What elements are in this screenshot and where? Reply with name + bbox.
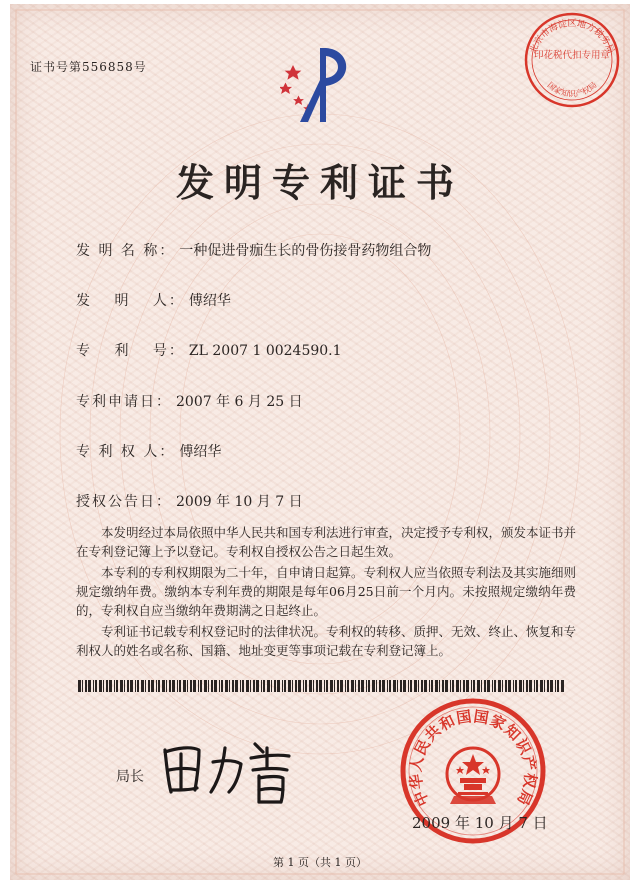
barcode-bar <box>529 680 532 692</box>
barcode-bar <box>523 680 524 692</box>
barcode-bar <box>477 680 480 692</box>
barcode-bar <box>319 680 322 692</box>
barcode-bar <box>466 680 469 692</box>
field-value: ZL 2007 1 0024590.1 <box>188 343 342 359</box>
certificate-number: 证书号第556858号 <box>30 60 147 74</box>
barcode-bar <box>166 680 167 692</box>
barcode-bar <box>292 680 293 692</box>
barcode-bar <box>250 680 251 692</box>
barcode-bar <box>452 680 454 692</box>
barcode-bar <box>361 680 364 692</box>
barcode-bar <box>324 680 325 692</box>
barcode-bar <box>298 680 301 692</box>
barcode-bar <box>463 680 465 692</box>
barcode-bar <box>460 680 461 692</box>
barcode-bar <box>337 680 339 692</box>
barcode-bar <box>439 680 440 692</box>
barcode-bar <box>158 680 160 692</box>
barcode-bar <box>116 680 118 692</box>
barcode-bar <box>313 680 314 692</box>
barcode-bar <box>190 680 192 692</box>
barcode-bar <box>183 680 186 692</box>
field-invention-name <box>76 240 431 260</box>
barcode-bar <box>445 680 448 692</box>
barcode-bar <box>334 680 335 692</box>
barcode-bar <box>169 680 171 692</box>
barcode-bar <box>267 680 270 692</box>
barcode-bar <box>429 680 430 692</box>
barcode-bar <box>408 680 409 692</box>
barcode-bar <box>200 680 202 692</box>
barcode-bar <box>253 680 255 692</box>
barcode-bar <box>456 680 459 692</box>
barcode-bar <box>204 680 207 692</box>
field-label: 发 明 人： <box>76 293 185 309</box>
sipo-logo-icon <box>280 40 360 130</box>
barcode-bar <box>78 680 81 692</box>
barcode-bar <box>141 680 144 692</box>
barcode-bar <box>387 680 388 692</box>
barcode-bar <box>109 680 112 692</box>
barcode-bar <box>229 680 230 692</box>
barcode-bar <box>208 680 209 692</box>
barcode-bar <box>148 680 150 692</box>
barcode-bar <box>555 680 556 692</box>
barcode-bar <box>95 680 97 692</box>
barcode-bar <box>403 680 406 692</box>
barcode-bar <box>435 680 438 692</box>
barcode-bar <box>127 680 129 692</box>
barcode-bar <box>513 680 514 692</box>
barcode-bar <box>88 680 91 692</box>
barcode-bar <box>271 680 272 692</box>
barcode-bar <box>284 680 286 692</box>
barcode-bar <box>316 680 318 692</box>
barcode-bar <box>358 680 360 692</box>
barcode-bar <box>225 680 228 692</box>
field-inventor <box>76 290 231 310</box>
barcode-bar <box>326 680 328 692</box>
barcode-bar <box>393 680 396 692</box>
barcode-bar <box>235 680 238 692</box>
issue-date: 2009 年 10 月 7 日 <box>412 814 548 832</box>
barcode-bar <box>544 680 545 692</box>
barcode-bar <box>473 680 475 692</box>
barcode-bar <box>93 680 94 692</box>
barcode-bar <box>263 680 265 692</box>
barcode-bar <box>561 680 564 692</box>
field-label: 专 利 号： <box>76 343 185 359</box>
director-signature <box>155 730 305 810</box>
tax-stamp-seal <box>520 8 624 112</box>
barcode-bar <box>418 680 419 692</box>
field-grant-date <box>76 491 303 511</box>
barcode-bar <box>379 680 381 692</box>
seal-ring-text: 中华人民共和国国家知识产权局 <box>406 707 540 809</box>
barcode-bar <box>232 680 234 692</box>
barcode-bar <box>124 680 125 692</box>
barcode-bar <box>303 680 304 692</box>
barcode-bar <box>246 680 249 692</box>
barcode-bar <box>261 680 262 692</box>
field-value: 一种促进骨痂生长的骨伤接骨药物组合物 <box>179 243 432 259</box>
barcode-bar <box>442 680 444 692</box>
barcode-bar <box>219 680 220 692</box>
field-patent-number <box>76 340 342 360</box>
barcode-bar <box>240 680 241 692</box>
field-label: 发 明 名 称： <box>76 243 176 259</box>
barcode-bar <box>389 680 391 692</box>
barcode-bar <box>162 680 165 692</box>
barcode-bar <box>156 680 157 692</box>
barcode-bar <box>221 680 223 692</box>
barcode-bar <box>305 680 307 692</box>
barcode-bar <box>536 680 538 692</box>
barcode-bar <box>376 680 377 692</box>
barcode-bar <box>120 680 123 692</box>
barcode-bar <box>274 680 276 692</box>
field-label: 专 利 权 人： <box>76 444 176 460</box>
barcode-bar <box>355 680 356 692</box>
paragraph-legal-status: 专利证书记载专利权登记时的法律状况。专利权的转移、质押、无效、终止、恢复和专利权人的姓名或名称、国籍、地址变更等事项记载在专利登记簿上。 <box>76 624 577 658</box>
national-emblem-icon <box>447 748 499 804</box>
barcode-bar <box>99 680 102 692</box>
barcode-bar <box>85 680 87 692</box>
barcode-bar <box>288 680 291 692</box>
barcode-bar <box>519 680 522 692</box>
barcode-bar <box>137 680 139 692</box>
barcode-bar <box>214 680 217 692</box>
director-title: 局长 <box>116 769 144 785</box>
barcode-bar <box>340 680 343 692</box>
barcode-bar <box>450 680 451 692</box>
barcode-bar <box>309 680 312 692</box>
paragraph-term: 本专利的专利权期限为二十年，自申请日起算。专利权人应当依照专利法及其实施细则规定缴纳年费。缴纳本专利年费的期限是每年06月25日前一个月内。未按照规定缴纳年费的，专利权自应当缴纳年费期满之日起终止。 <box>76 565 577 618</box>
barcode-bar <box>198 680 199 692</box>
barcode-bar <box>547 680 549 692</box>
barcode-bar <box>397 680 398 692</box>
tax-seal-inner-text: 印花税代扣专用章 <box>533 50 611 61</box>
barcode-bar <box>282 680 283 692</box>
page-number: 第 1 页（共 1 页） <box>273 856 367 869</box>
barcode-bar <box>242 680 244 692</box>
barcode-bar <box>487 680 490 692</box>
barcode-bar <box>372 680 375 692</box>
barcode-bar <box>526 680 528 692</box>
field-label: 授权公告日： <box>76 494 172 510</box>
barcode-bar <box>330 680 333 692</box>
barcode-bar <box>277 680 280 692</box>
barcode-bar <box>211 680 213 692</box>
field-application-date <box>76 391 303 411</box>
barcode-bar <box>382 680 385 692</box>
barcode-bar <box>492 680 493 692</box>
barcode-bar <box>508 680 511 692</box>
barcode-bar <box>424 680 427 692</box>
barcode-bar <box>345 680 346 692</box>
barcode <box>78 680 568 692</box>
field-value: 2009 年 10 月 7 日 <box>176 494 303 510</box>
barcode-bar <box>172 680 175 692</box>
barcode-bar <box>351 680 354 692</box>
barcode-bar <box>431 680 433 692</box>
field-value: 傅绍华 <box>188 293 231 309</box>
barcode-bar <box>421 680 423 692</box>
field-value: 傅绍华 <box>179 444 222 460</box>
barcode-bar <box>502 680 503 692</box>
barcode-bar <box>187 680 188 692</box>
barcode-bar <box>494 680 496 692</box>
barcode-bar <box>256 680 259 692</box>
barcode-bar <box>145 680 146 692</box>
barcode-bar <box>177 680 178 692</box>
barcode-bar <box>410 680 412 692</box>
barcode-bar <box>481 680 482 692</box>
barcode-bar <box>103 680 104 692</box>
barcode-bar <box>179 680 181 692</box>
barcode-bar <box>534 680 535 692</box>
tax-seal-outer-text: 北京市海淀区地方税务局 <box>528 19 616 56</box>
barcode-bar <box>82 680 83 692</box>
barcode-bar <box>505 680 507 692</box>
barcode-bar <box>106 680 108 692</box>
barcode-bar <box>193 680 196 692</box>
barcode-bar <box>114 680 115 692</box>
field-patentee <box>76 441 221 461</box>
barcode-bar <box>515 680 517 692</box>
barcode-bar <box>347 680 349 692</box>
barcode-bar <box>368 680 370 692</box>
barcode-bar <box>550 680 553 692</box>
tax-seal-bottom-text: 国家知识产权局 <box>545 80 599 99</box>
field-label: 专利申请日： <box>76 394 172 410</box>
barcode-bar <box>471 680 472 692</box>
barcode-bar <box>366 680 367 692</box>
barcode-bar <box>130 680 133 692</box>
barcode-bar <box>414 680 417 692</box>
page-title: 发明专利证书 <box>175 160 464 205</box>
barcode-bar <box>151 680 154 692</box>
barcode-bar <box>135 680 136 692</box>
field-value: 2007 年 6 月 25 日 <box>176 394 303 410</box>
barcode-bar <box>295 680 297 692</box>
barcode-bar <box>557 680 559 692</box>
barcode-bar <box>498 680 501 692</box>
barcode-bar <box>484 680 486 692</box>
paragraph-grant: 本发明经过本局依照中华人民共和国专利法进行审查，决定授予专利权，颁发本证书并在专利登记簿上予以登记。专利权自授权公告之日起生效。 <box>76 525 577 559</box>
barcode-bar <box>540 680 543 692</box>
barcode-bar <box>400 680 402 692</box>
